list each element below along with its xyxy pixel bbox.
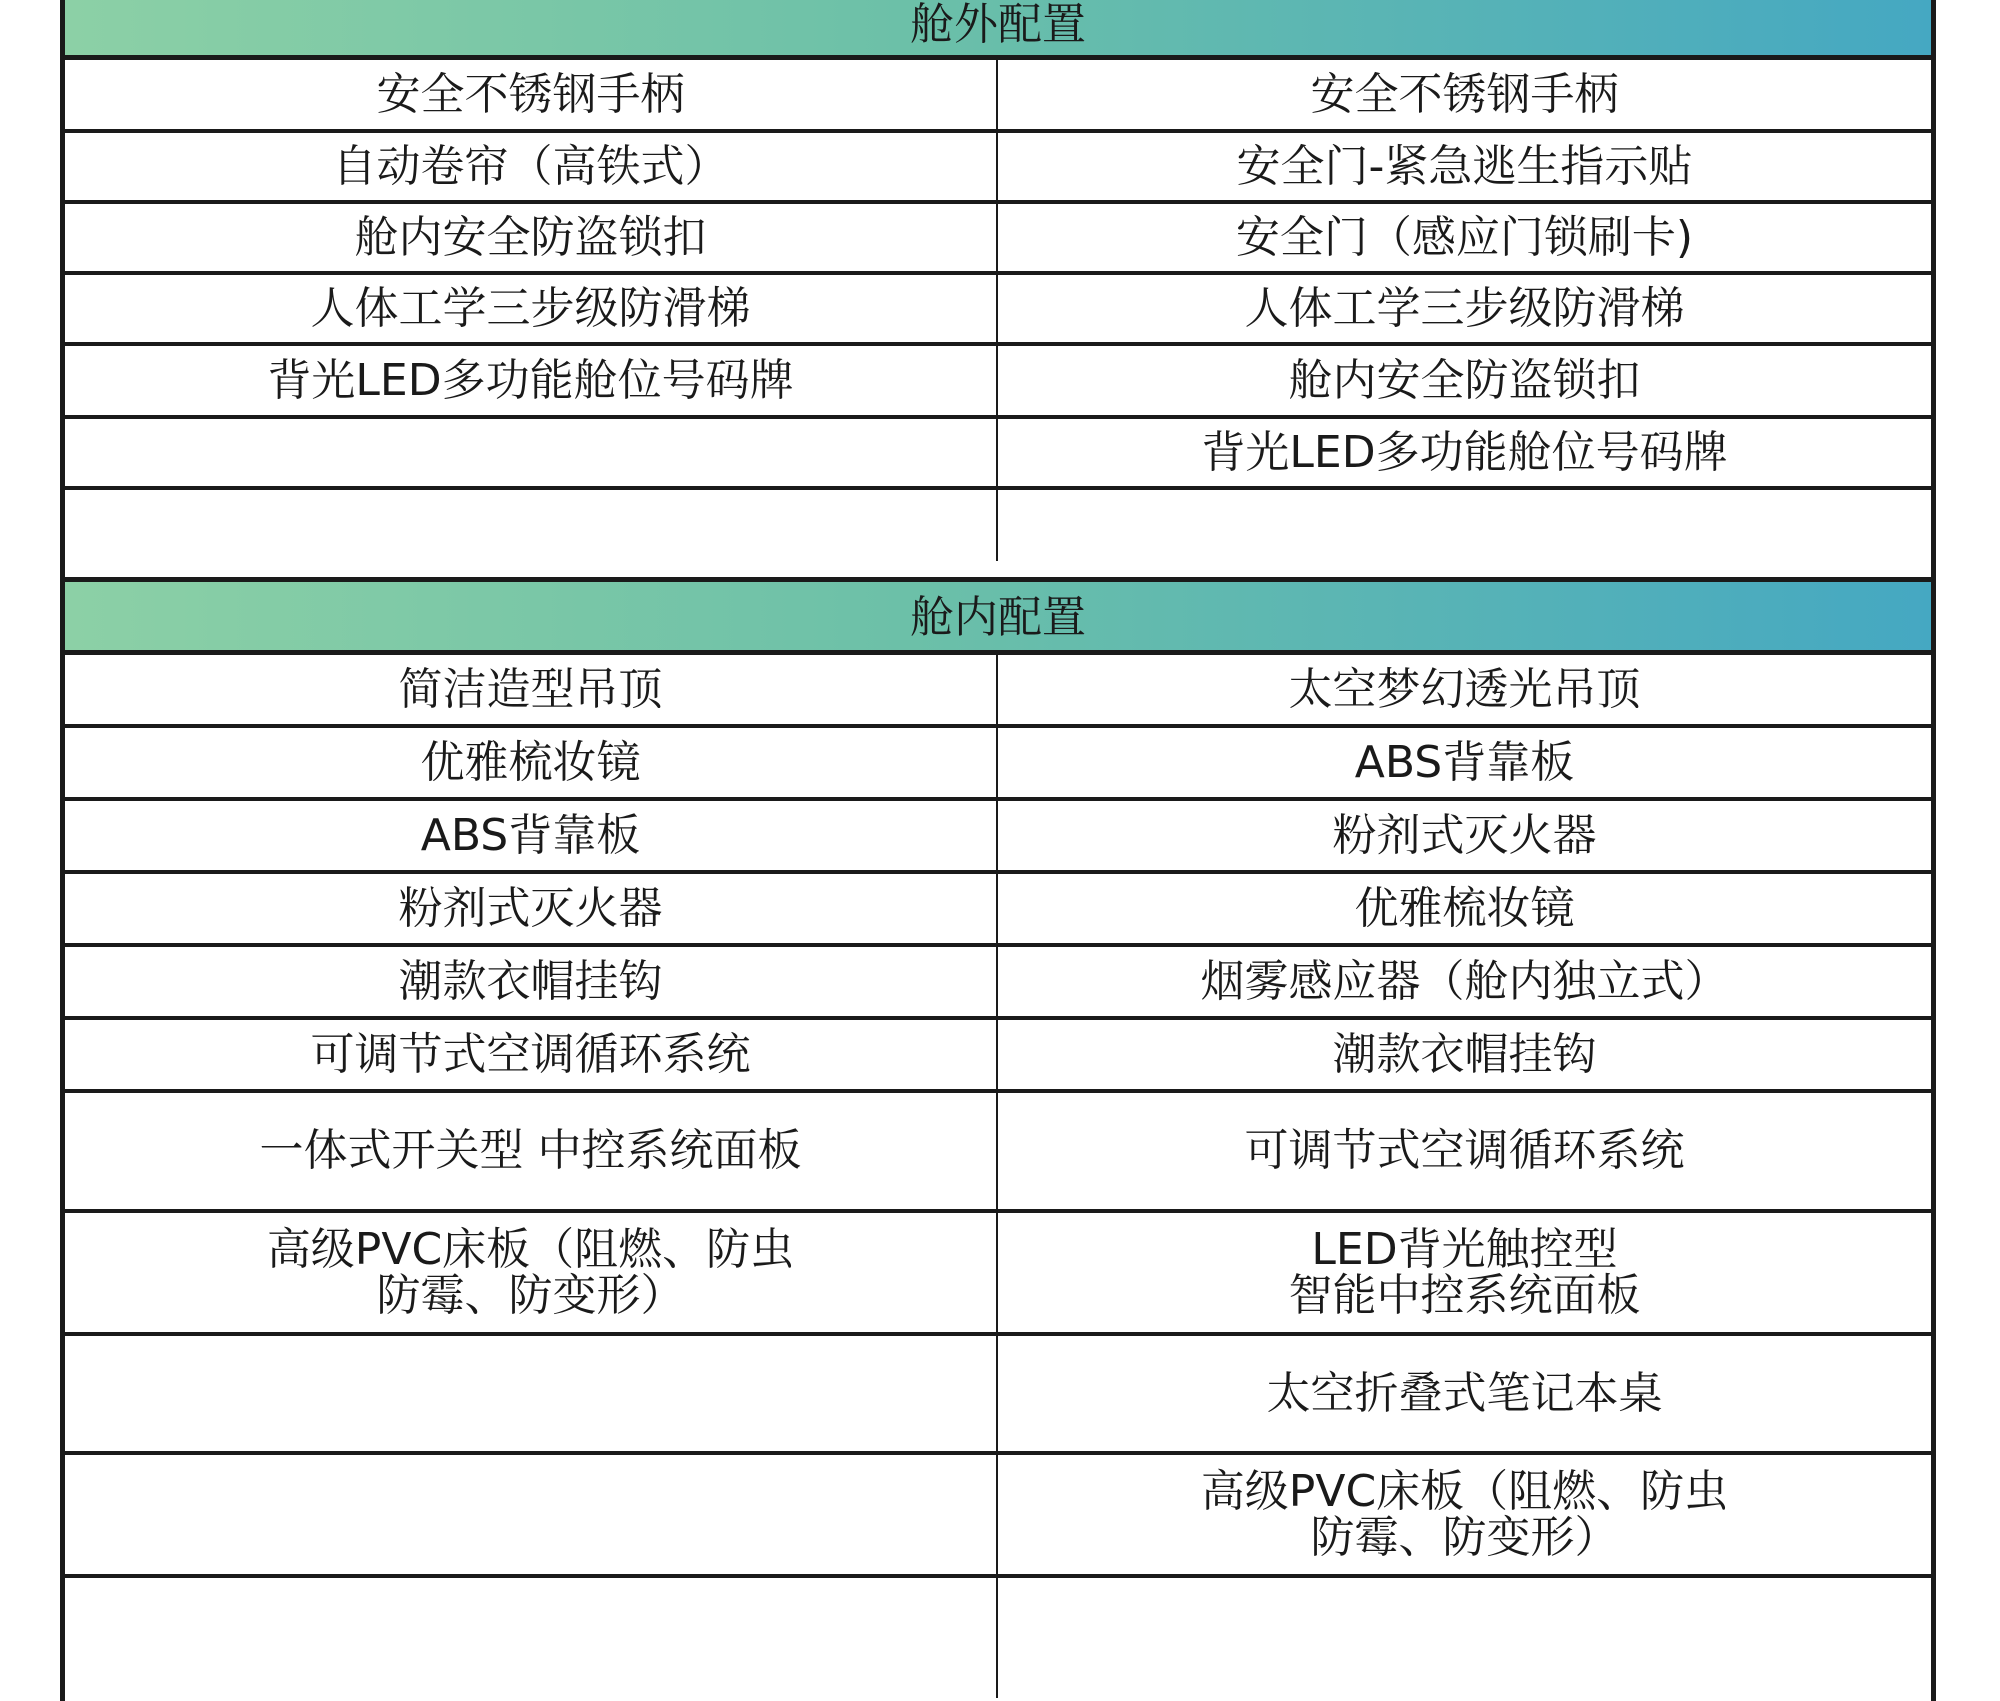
- inside-right-cell: 可调节式空调循环系统: [1244, 1125, 1685, 1176]
- table-row: [65, 1336, 1931, 1455]
- inside-left-cell: 高级PVC床板（阻燃、防虫 防霉、防变形）: [65, 1213, 998, 1332]
- table-row: [65, 801, 1931, 874]
- outside-right-cell: 人体工学三步级防滑梯: [1244, 282, 1685, 334]
- config-table: [60, 0, 1936, 1701]
- outside-left-cell: 背光LED多功能舱位号码牌: [65, 346, 998, 415]
- outside-right-cell: 舱内安全防盗锁扣: [1288, 354, 1641, 406]
- table-row: [65, 490, 1931, 561]
- inside-right-cell: 太空梦幻透光吊顶: [1288, 663, 1641, 715]
- inside-config-section: [65, 577, 1931, 1698]
- table-row: [65, 1213, 1931, 1336]
- table-row: [65, 874, 1931, 947]
- table-row: [65, 133, 1931, 204]
- table-row: [65, 204, 1931, 275]
- inside-left-cell: ABS背靠板: [65, 801, 998, 870]
- inside-right-cell: 优雅梳妆镜: [1354, 882, 1575, 934]
- table-row: [65, 275, 1931, 346]
- outside-config-header: 舱外配置: [65, 0, 1931, 60]
- inside-left-cell: [65, 1578, 998, 1698]
- inside-left-cell: 一体式开关型 中控系统面板: [65, 1093, 998, 1209]
- table-row: [65, 1578, 1931, 1698]
- inside-left-cell: 潮款衣帽挂钩: [65, 947, 998, 1016]
- outside-left-cell: [65, 419, 998, 486]
- outside-left-cell: 舱内安全防盗锁扣: [65, 204, 998, 271]
- inside-right-cell: ABS背靠板: [1354, 736, 1575, 788]
- outside-right-cell: 安全门（感应门锁刷卡): [1235, 211, 1694, 263]
- outside-right-cell: 安全不锈钢手柄: [1310, 68, 1619, 120]
- inside-right-cell: 烟雾感应器（舱内独立式）: [1200, 955, 1729, 1007]
- outside-left-cell: [65, 490, 998, 561]
- inside-right-cell: [998, 1578, 1931, 1698]
- outside-right-cell: [998, 490, 1931, 561]
- outside-left-cell: 自动卷帘（高铁式）: [65, 133, 998, 200]
- outside-left-cell: 安全不锈钢手柄: [65, 60, 998, 129]
- outside-right-cell: 背光LED多功能舱位号码牌: [1201, 426, 1728, 478]
- inside-left-cell: 可调节式空调循环系统: [65, 1020, 998, 1089]
- table-row: [65, 346, 1931, 419]
- inside-config-header: 舱内配置: [65, 577, 1931, 655]
- outside-right-cell: 安全门-紧急逃生指示贴: [1236, 140, 1693, 192]
- inside-right-cell: 潮款衣帽挂钩: [1332, 1028, 1597, 1080]
- table-row: [65, 728, 1931, 801]
- inside-left-cell: 简洁造型吊顶: [65, 655, 998, 724]
- table-row: [65, 1455, 1931, 1578]
- inside-right-cell: 太空折叠式笔记本桌: [1266, 1367, 1663, 1419]
- table-row: [65, 419, 1931, 490]
- inside-right-cell: 粉剂式灭火器: [1332, 809, 1597, 861]
- table-row: [65, 1020, 1931, 1093]
- table-row: [65, 947, 1931, 1020]
- outside-left-cell: 人体工学三步级防滑梯: [65, 275, 998, 342]
- inside-left-cell: 粉剂式灭火器: [65, 874, 998, 943]
- table-row: [65, 1093, 1931, 1213]
- inside-right-cell: LED背光触控型 智能中控系统面板: [1288, 1223, 1641, 1321]
- inside-right-cell: 高级PVC床板（阻燃、防虫 防霉、防变形）: [1200, 1465, 1729, 1563]
- table-row: [65, 60, 1931, 133]
- inside-left-cell: 优雅梳妆镜: [65, 728, 998, 797]
- inside-left-cell: [65, 1455, 998, 1574]
- outside-config-section: [65, 0, 1931, 561]
- table-row: [65, 655, 1931, 728]
- inside-left-cell: [65, 1336, 998, 1451]
